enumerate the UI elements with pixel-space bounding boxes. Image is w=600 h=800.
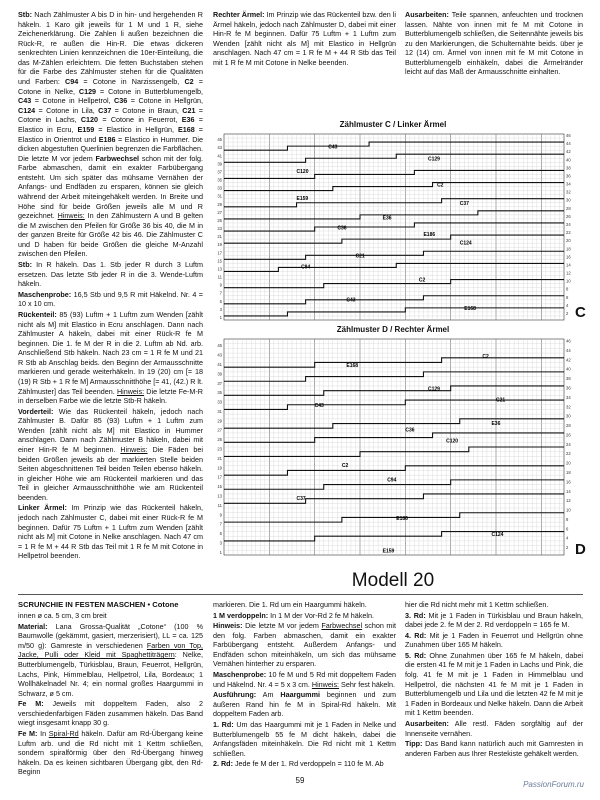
scrunchie-paragraph: markieren. Die 1. Rd um ein Haargummi häkeln. xyxy=(213,600,367,609)
scrunchie-paragraph: 5. Rd: Ohne Zunahmen über 165 fe M häkeln, dabei die ersten 41 fe M mit je 1 Faden in Lachs und Pink, die folg. 41 fe M mit je 1 Faden in Himmelblau und Hellpetrol, die nächsten 41 fe M mit je 1 Faden in Butterblumengelb und Lila und die letzten 42 fe M mit je 1 Faden in Bordeaux und Nelke häkeln. Dann die Arbeit mit 1 Kettm beenden. xyxy=(405,650,583,718)
row-number-left: 45 xyxy=(217,343,222,349)
row-number-left: 15 xyxy=(217,484,222,490)
row-number-right: 22 xyxy=(566,451,571,457)
color-label: C43 xyxy=(328,144,338,151)
page-number: 59 xyxy=(295,776,305,785)
row-number-right: 30 xyxy=(566,413,571,419)
row-number-right: 6 xyxy=(566,294,569,300)
row-number-left: 41 xyxy=(217,362,222,367)
row-number-left: 23 xyxy=(217,446,222,452)
row-number-right: 14 xyxy=(566,262,571,268)
row-number-left: 39 xyxy=(217,161,222,167)
color-label: C120 xyxy=(296,168,309,175)
color-label: C120 xyxy=(446,438,459,445)
scrunchie-column-2 xyxy=(213,600,396,780)
scrunchie-paragraph: 4. Rd: Mit je 1 Faden in Feuerrot und Hellgrün ohne Zunahmen über 165 M häkeln. xyxy=(405,630,583,650)
color-label: C21 xyxy=(355,253,365,260)
row-number-right: 14 xyxy=(566,488,571,494)
row-number-right: 40 xyxy=(566,366,571,372)
row-number-left: 27 xyxy=(217,427,222,433)
row-number-left: 19 xyxy=(217,465,222,471)
chart-c-title: Zählmuster C / Linker Ärmel xyxy=(339,120,447,129)
row-number-left: 37 xyxy=(217,169,222,175)
row-number-right: 46 xyxy=(566,338,571,344)
color-label: C43 xyxy=(314,403,324,410)
color-label: C36 xyxy=(405,427,415,434)
scrunchie-paragraph: 2. Rd: Jede fe M der 1. Rd verdoppeln = 110 fe M. Ab xyxy=(213,759,384,769)
scrunchie-paragraph: Ausarbeiten: Alle restl. Fäden sorgfältig auf der Innenseite vernähen. xyxy=(405,718,583,738)
row-number-left: 37 xyxy=(217,380,222,386)
row-number-right: 40 xyxy=(566,157,571,163)
row-number-right: 42 xyxy=(566,149,571,155)
row-number-right: 38 xyxy=(566,165,571,171)
row-number-left: 43 xyxy=(217,352,222,358)
scrunchie-paragraph: Material: Lana Grossa-Qualität „Cotone“ (100 % Baumwolle (gekämmt, gasiert, merzerisiert), LL = ca. 125 m/50 g): Gamreste in verschiedenen Farben von Top, Jacke, Pulli oder Kleid mit Spaghettiträgern: Nelke, Butterblumengelb, Türkisblau, Braun, Feuerrot, Hellgrün, Lachs, Pink, Himmelblau, Hellpetrol, Lila, Bordeaux; 1 Wollhäkelnadel Nr. 4; ein normal großes Haargummi in Schwarz, ø 5 cm. xyxy=(18,621,203,698)
row-number-left: 9 xyxy=(219,512,222,518)
row-number-right: 24 xyxy=(566,221,571,227)
row-number-right: 36 xyxy=(566,385,571,391)
row-number-right: 20 xyxy=(566,460,571,466)
row-number-right: 32 xyxy=(566,404,571,410)
row-number-left: 41 xyxy=(217,153,222,159)
row-number-right: 30 xyxy=(566,197,571,203)
row-number-left: 21 xyxy=(217,455,222,461)
color-label: C2 xyxy=(341,463,349,470)
row-number-left: 9 xyxy=(219,282,222,288)
scrunchie-paragraph: Hinweis: Die letzte M vor jedem Farbwechsel schon mit den folg. Farben abmaschen, damit ein exakter Farbübergang entsteht. Außerdem Anfangs- und Endfäden schon miteinhäkeln, um sich das mühsame Vernähen hinterher zu ersparen. xyxy=(213,621,396,669)
scrunchie-column-1 xyxy=(18,600,203,780)
row-number-right: 20 xyxy=(566,238,571,244)
instructions-paragraph: Stb: In R häkeln. Das 1. Stb jeder R durch 3 Luftm ersetzen. Das letzte Stb jeder R in die 3. Wende-Luftm häkeln. xyxy=(18,260,203,289)
row-number-right: 6 xyxy=(566,526,569,532)
instructions-paragraph: Vorderteil: Wie das Rückenteil häkeln, jedoch nach Zählmuster B. Dafür 85 (93) Luftm + 1 Luftm zum Wenden [zählt nicht als M] mit Elastico in Hummer anschlagen. Dann nach Zählmuster B häkeln, dabei mit einer Hin-R fe M beginnen. Hinweis: Die Fäden bei beiden Größen jeweils ab der markierten Stelle beiden Seiten abgeschnittenen Teil beiden Teilen ebenso häkeln. in gleicher Höhe wie am Rückenteil markieren und das Teil in gleicher Armausschnitthöhe wie am Rückenteil beenden. xyxy=(18,406,203,502)
row-number-left: 45 xyxy=(217,137,222,143)
row-number-left: 5 xyxy=(219,298,222,304)
row-number-right: 4 xyxy=(566,535,569,541)
row-number-right: 10 xyxy=(566,507,571,513)
color-label: E36 xyxy=(382,215,392,222)
row-number-left: 31 xyxy=(217,408,222,414)
color-label: C37 xyxy=(459,200,469,207)
model-title: Modell 20 xyxy=(351,570,435,591)
scrunchie-paragraph: innen ø ca. 5 cm, 3 cm breit xyxy=(18,611,107,621)
row-number-right: 22 xyxy=(566,230,571,236)
color-label: C37 xyxy=(296,496,306,503)
row-number-left: 3 xyxy=(219,306,222,312)
row-number-left: 17 xyxy=(217,250,222,256)
color-label: C94 xyxy=(387,477,397,484)
color-label: E168 xyxy=(464,305,476,312)
row-number-right: 34 xyxy=(566,181,571,187)
row-number-right: 18 xyxy=(566,470,571,475)
row-number-right: 2 xyxy=(566,310,569,316)
finishing-paragraph: Ausarbeiten: Teile spannen, anfeuchten und trocknen lassen. Nähte von innen mit fe M mit Cotone in Butterblumengelb schließen, die Seitennähte jeweils bis zu den Markierungen, die Schulternähte beids. über je 12 (14) cm. Ärmel von innen mit fe M mit Cotone in Butterblumengelb einhäkeln, dabei die Ärmelränder leicht auf das Maß der Armausschnitte einhalten. xyxy=(405,10,583,77)
row-number-right: 28 xyxy=(566,423,571,429)
row-number-left: 1 xyxy=(219,549,222,555)
instructions-right-sleeve xyxy=(213,10,396,114)
instructions-paragraph: Maschenprobe: 16,5 Stb und 9,5 R mit Häkelnd. Nr. 4 = 10 x 10 cm. xyxy=(18,289,203,309)
row-number-left: 5 xyxy=(219,531,222,537)
row-number-right: 10 xyxy=(566,278,571,284)
scrunchie-paragraph: hier die Rd nicht mehr mit 1 Kettm schließen. xyxy=(405,600,549,609)
row-number-right: 8 xyxy=(566,286,569,292)
scrunchie-paragraph: Ausführung: Am Haargummi beginnen und zum äußeren Rand hin fe M in Spiral-Rd häkeln. Mit doppeltem Faden arb. xyxy=(213,690,396,719)
color-label: C2 xyxy=(418,277,426,284)
row-number-left: 15 xyxy=(217,258,222,264)
row-number-left: 35 xyxy=(217,390,222,396)
color-label: C2 xyxy=(482,353,489,360)
color-label: E168 xyxy=(346,363,359,370)
row-number-right: 12 xyxy=(566,498,571,504)
row-number-left: 13 xyxy=(217,493,222,499)
row-number-right: 12 xyxy=(566,270,571,276)
row-number-right: 28 xyxy=(566,205,571,211)
row-number-right: 32 xyxy=(566,189,571,195)
row-number-right: 46 xyxy=(566,133,571,139)
instructions-column-1 xyxy=(18,10,203,588)
scrunchie-paragraph: Tipp: Das Band kann natürlich auch mit Garnresten in anderen Farben aus Ihrer Restekiste gehäkelt werden. xyxy=(405,739,583,758)
color-label: C129 xyxy=(428,156,440,163)
row-number-left: 11 xyxy=(217,502,222,508)
row-number-left: 7 xyxy=(219,290,222,296)
instructions-paragraph: Rückenteil: 85 (93) Luftm + 1 Luftm zum Wenden [zählt nicht als M] mit Elastico in Ecru anschlagen. Dann nach Zählmuster A häkeln, dabei mit einer Rück-R fe M beginnen. Die 1. fe M der R in die 2. Luftm ab Nd. arb. Anschließend Stb häkeln. Nach 23 cm = 1 R fe M und 21 R Stb ab Anschlag beids. den Beginn der Armausschnitte markieren und gerade weiterhäkeln. In 19 (20) cm [= 18 (19) R Stb + 1 R fe M] Armausschnitthöhe [= 41, (42.) R lt. Zählmuster] das Teil beenden. Hinweis: Die letzte Fe-M-R in derselben Farbe wie die letzte Stb-R häkeln. xyxy=(18,309,203,406)
instructions-paragraph: Linker Ärmel: Im Prinzip wie das Rückenteil häkeln, jedoch nach Zählmuster C, dabei mit einer Rück-R fe M beginnen. Dafür 75 Luftm + 1 Luftm zum Wenden [zählt nicht als M] mit Cotone in Nelke anschlagen. Nach 47 cm = 1 R fe M + 44 R Stb das Teil mit 1 R fe M mit Cotone in Hellpetrol beenden. xyxy=(18,503,203,561)
row-number-right: 2 xyxy=(566,545,569,551)
row-number-right: 38 xyxy=(566,376,571,382)
instructions-paragraph: Stb: Nach Zählmuster A bis D in hin- und hergehenden R häkeln. 1 Karo gilt jeweils für 1 M und 1 R, siehe Zeichenerklärung. Die Zahlen li außen bezeichnen die Rück-R, re außen die Hin-R. Die etwas dickeren senkrechten Linien kennzeichnen die 10er-Einteilung, die das M-Zählen erleichtern. Die fetten Buchstaben stehen für die Farbe des Zählmuster stehen für die Qualitäten und Farben: C94 = Cotone in Narzissengelb, C2 = Cotone in Nelke, C129 = Cotone in Butterblumengelb, C43 = Cotone in Hellpetrol, C36 = Cotone in Hellgrün, C124 = Cotone in Lila, C37 = Cotone in Braun, C21 = Cotone in Lachs, C120 = Cotone in Feuerrot, E36 = Elastico in Ecru, E159 = Elastico in Hellgrün, E168 = Elastico in Orientrot und E186 = Elastico in Hummer. Die dicken abgestuften Querlinien begrenzen die Farbflächen. Die letzte M vor jedem Farbwechsel schon mit der folg. Farbe abmaschen, damit ein exakter Farbübergang entsteht. Um sich später das mühsame Vernähen der Anfangs- und Endfäden zu ersparen, können sie gleich während der Arbeit miteingehäkelt werden. In Breite und Höhe sind für beide Größen jeweils alle M und R gezeichnet. Hinweis: In den Zählmustern A und B gelten die M zwischen den Pfeilen für Größe 36 bis 40, die M in der ganzen Breite für Größe 42 bis 46. Die Zählmuster C und D haben für beide Größen die gleiche M-Anzahl zwischen den Pfeilen. xyxy=(18,10,203,259)
row-number-left: 33 xyxy=(217,185,222,191)
scrunchie-paragraph: Fe M: In Spiral-Rd häkeln. Dafür am Rd-Übergang keine Luftm arb. und die Rd nicht mit 1 Kettm schließen, sondern spiralförmig über den Rd-Übergang hinweg häkeln. Da es keinen sichtbaren Übergang gibt, den Rd-Beginn xyxy=(18,729,203,777)
row-number-left: 25 xyxy=(217,217,222,223)
row-number-left: 3 xyxy=(219,540,222,546)
row-number-left: 13 xyxy=(217,266,222,272)
scrunchie-column-3 xyxy=(405,600,583,780)
row-number-right: 16 xyxy=(566,479,571,485)
row-number-left: 1 xyxy=(219,314,222,320)
color-label: C129 xyxy=(428,386,440,393)
row-number-right: 44 xyxy=(566,141,571,147)
row-number-right: 36 xyxy=(566,173,571,179)
scrunchie-paragraph: Fe M: Jeweils mit doppeltem Faden, also 2 verschiedenfarbigen Fäden zusammen häkeln. Das Band wiegt insgesamt knapp 30 g. xyxy=(18,699,203,728)
row-number-left: 39 xyxy=(217,371,222,377)
row-number-right: 44 xyxy=(566,347,571,353)
chart-d-title: Zählmuster D / Rechter Ärmel xyxy=(336,325,450,334)
scrunchie-paragraph: 1. Rd: Um das Haargummi mit je 1 Faden in Nelke und Butterblumengelb 55 fe M dicht häkeln, dabei die Anfangsfäden miteinhäkeln. Die Rd nicht mit 1 Kettm schließen. xyxy=(213,719,396,758)
row-number-right: 24 xyxy=(566,441,571,447)
row-number-left: 43 xyxy=(217,145,222,151)
chart-c-letter: C xyxy=(575,304,586,321)
color-label: E186 xyxy=(423,231,436,238)
color-label: C2 xyxy=(437,182,444,189)
row-number-left: 17 xyxy=(217,474,222,480)
color-label: C21 xyxy=(496,397,506,404)
color-label: E159 xyxy=(382,548,395,555)
color-label: C124 xyxy=(491,532,504,539)
row-number-left: 23 xyxy=(217,226,222,232)
color-label: C94 xyxy=(301,264,311,271)
color-label: C43 xyxy=(346,297,356,304)
color-label: C124 xyxy=(459,240,472,247)
row-number-right: 8 xyxy=(566,516,569,522)
chart-c-grid xyxy=(212,132,574,324)
color-label: E186 xyxy=(396,515,408,522)
row-number-left: 11 xyxy=(217,274,222,280)
row-number-left: 25 xyxy=(217,437,222,443)
scrunchie-paragraph: 3. Rd: Mit je 1 Faden in Türkisblau und Braun häkeln, dabei jede 2. fe M der 2. Rd verdoppeln = 165 fe M. xyxy=(405,610,583,630)
row-number-left: 19 xyxy=(217,242,222,248)
row-number-right: 42 xyxy=(566,357,571,363)
row-number-left: 33 xyxy=(217,399,222,405)
chart-d-grid xyxy=(212,337,574,559)
scrunchie-paragraph: SCRUNCHIE IN FESTEN MASCHEN • Cotone xyxy=(18,600,179,609)
row-number-right: 18 xyxy=(566,246,571,252)
row-number-right: 4 xyxy=(566,302,569,308)
row-number-right: 26 xyxy=(566,213,571,219)
color-label: E36 xyxy=(491,420,501,427)
chart-d-letter: D xyxy=(575,541,586,558)
instructions-finishing xyxy=(405,10,583,114)
color-label: E159 xyxy=(296,195,309,202)
row-number-left: 31 xyxy=(217,193,222,199)
scrunchie-paragraph: Maschenprobe: 10 fe M und 5 Rd mit doppeltem Faden und Häkelnd. Nr. 4 = 5 x 3 cm. Hinweis: Sehr fest häkeln. xyxy=(213,670,396,689)
row-number-right: 26 xyxy=(566,432,571,438)
color-label: C36 xyxy=(337,225,347,232)
row-number-left: 35 xyxy=(217,177,222,183)
row-number-left: 29 xyxy=(217,201,222,207)
row-number-right: 16 xyxy=(566,254,571,260)
row-number-left: 21 xyxy=(217,234,222,240)
right-sleeve-paragraph: Rechter Ärmel: Im Prinzip wie das Rückenteil bzw. den li Ärmel häkeln, jedoch nach Zählmuster D, dabei mit einer Hin-R fe M beginnen. Dafür 75 Luftm + 1 Luftm zum Wenden [zählt nicht als M] mit Elastico in Hellgrün anschlagen. Nach 47 cm = 1 R fe M + 44 R Stb das Teil mit 1 R fe M mit Cotone in Nelke beenden. xyxy=(213,10,396,67)
row-number-right: 34 xyxy=(566,394,571,400)
row-number-left: 29 xyxy=(217,418,222,424)
watermark: PassionForum.ru xyxy=(523,780,584,789)
scrunchie-paragraph: 1 M verdoppeln: In 1 M der Vor-Rd 2 fe M häkeln. xyxy=(213,610,374,620)
row-number-left: 27 xyxy=(217,209,222,215)
row-number-left: 7 xyxy=(219,521,222,527)
section-divider xyxy=(18,594,583,595)
